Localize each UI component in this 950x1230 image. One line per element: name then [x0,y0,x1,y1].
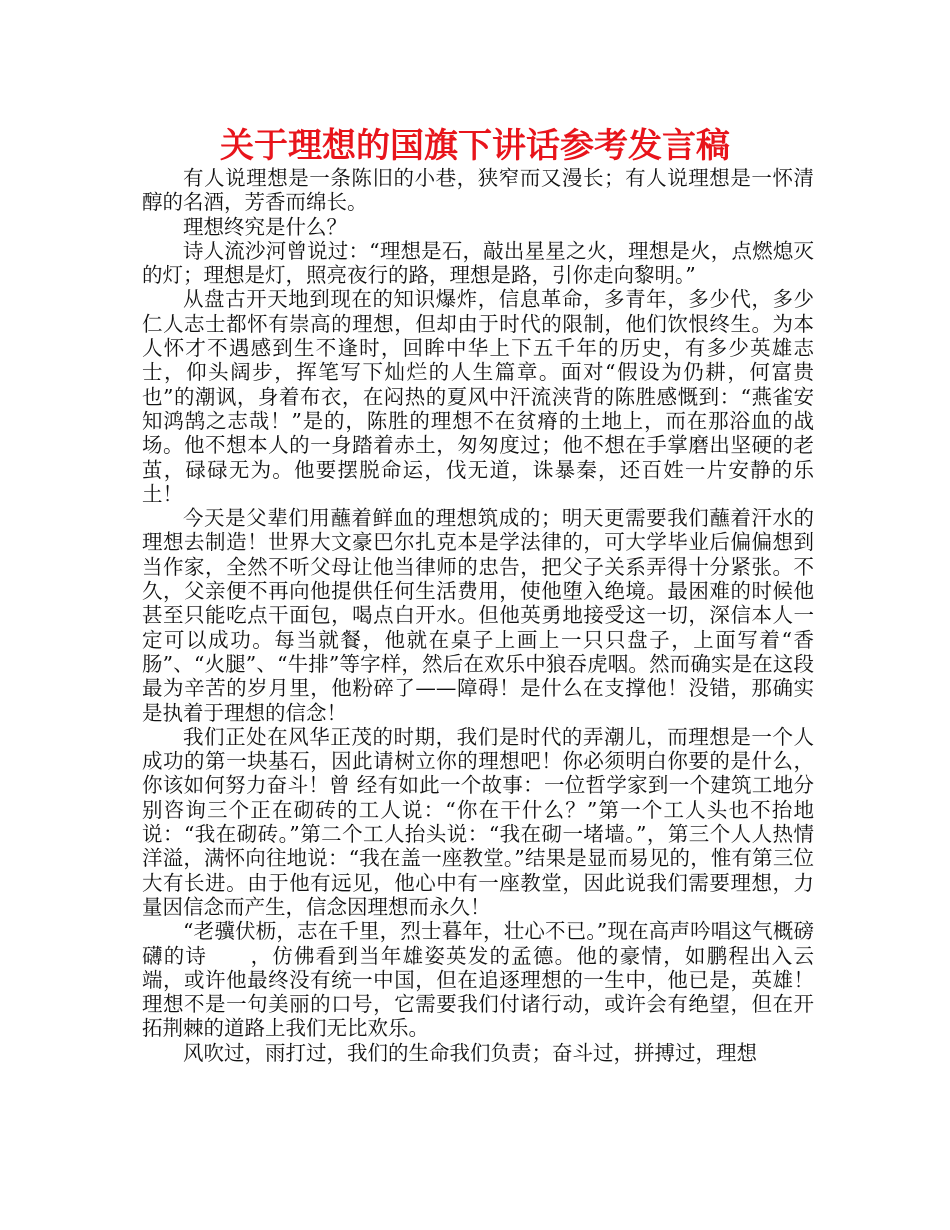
paragraph: 有人说理想是一条陈旧的小巷，狭窄而又漫长；有人说理想是一怀清醇的名酒，芳香而绵长。 [142,166,814,215]
paragraph: “老骥伏枥，志在千里，烈士暮年，壮心不已。”现在高声吟唱这气概磅礴的诗 ，仿佛看到当年雄姿英发的孟德。他的豪情，如鹏程出入云端，或许他最终没有统一中国，但在追逐理想的一生中，他已是，英雄！理想不是一句美丽的口号，它需要我们付诸行动，或许会有绝望，但在开拓荆棘的道路上我们无比欢乐。 [142,919,814,1041]
paragraph: 风吹过，雨打过，我们的生命我们负责；奋斗过，拼搏过，理想 [183,1040,757,1065]
page-title: 关于理想的国旗下讲话参考发言稿 [220,126,730,166]
paragraph: 我们正处在风华正茂的时期，我们是时代的弄潮儿，而理想是一个人成功的第一块基石，因此请树立你的理想吧！你必须明白你要的是什么，你该如何努力奋斗！曾 经有如此一个故事：一位哲学家到一个建筑工地分别咨询三个正在砌砖的工人说：“你在干什么？”第一个工人头也不抬地说：“我在砌砖。”第二个工人抬头说：“我在砌一堵墙。”，第三个人人热情洋溢，满怀向往地说：“我在盖一座教堂。”结果是显而易见的，惟有第三位大有长进。由于他有远见，他心中有一座教堂，因此说我们需要理想，力量因信念而产生，信念因理想而永久！ [142,724,814,919]
document-body [142,166,814,1065]
paragraph: 从盘古开天地到现在的知识爆炸，信息革命，多青年，多少代，多少仁人志士都怀有崇高的理想，但却由于时代的限制，他们饮恨终生。为本人怀才不遇感到生不逢时，回眸中华上下五千年的历史，有多少英雄志士，仰头阔步，挥笔写下灿烂的人生篇章。面对“假设为仍耕，何富贵也”的潮讽，身着布衣，在闷热的夏风中汗流浃背的陈胜感慨到：“燕雀安知鸿鹄之志哉！”是的，陈胜的理想不在贫瘠的土地上，而在那浴血的战场。他不想本人的一身踏着赤土，匆匆度过；他不想在手掌磨出坚硬的老茧，碌碌无为。他要摆脱命运，伐无道，诛暴秦，还百姓一片安静的乐土！ [142,287,814,506]
paragraph: 今天是父辈们用蘸着鲜血的理想筑成的；明天更需要我们蘸着汗水的理想去制造！世界大文豪巴尔扎克本是学法律的，可大学毕业后偏偏想到当作家，全然不听父母让他当律师的忠告，把父子关系弄得十分紧张。不久，父亲便不再向他提供任何生活费用，使他堕入绝境。最困难的时候他甚至只能吃点干面包，喝点白开水。但他英勇地接受这一切，深信本人一定可以成功。每当就餐，他就在桌子上画上一只只盘子，上面写着“香肠”、“火腿”、“牛排”等字样，然后在欢乐中狼吞虎咽。然而确实是在这段最为辛苦的岁月里，他粉碎了——障碍！是什么在支撑他！没错，那确实是执着于理想的信念！ [142,506,814,725]
paragraph: 诗人流沙河曾说过：“理想是石，敲出星星之火，理想是火，点燃熄灭的灯；理想是灯，照亮夜行的路，理想是路，引你走向黎明。” [142,238,814,288]
paragraph: 理想终究是什么？ [183,214,347,239]
